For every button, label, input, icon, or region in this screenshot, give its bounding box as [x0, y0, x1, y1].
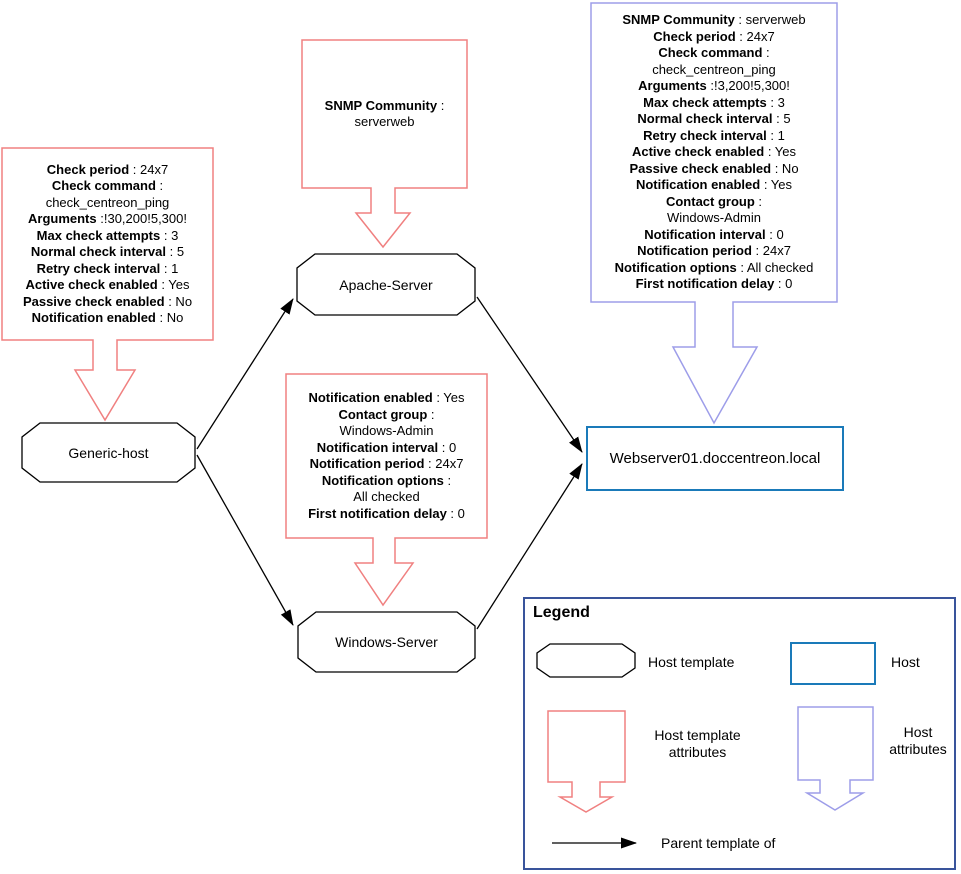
attribute-line: SNMP Community :: [324, 97, 445, 113]
attribute-line: Passive check enabled : No: [629, 160, 799, 176]
apache-server-node-label: Apache-Server: [339, 276, 433, 293]
attribute-line: First notification delay : 0: [308, 505, 465, 521]
attribute-line: Windows-Admin: [667, 210, 761, 226]
attribute-line: Max check attempts : 3: [36, 227, 179, 243]
legend-template-attrs-arrow-shape: [548, 711, 625, 812]
attribute-line: Check period : 24x7: [46, 161, 169, 177]
attribute-line: Notification enabled : No: [31, 310, 184, 325]
legend-host-shape: [791, 643, 875, 684]
attribute-line: Notification enabled : Yes: [308, 390, 465, 405]
attribute-line: Active check enabled : Yes: [631, 144, 797, 160]
generic-host-node-label: Generic-host: [68, 444, 149, 461]
windows-server-node-label: Windows-Server: [335, 634, 438, 650]
legend-host-attrs-arrow-shape: [798, 707, 873, 810]
attribute-line: Notification period : 24x7: [637, 243, 791, 259]
attribute-line: Retry check interval : 1: [36, 260, 179, 276]
attribute-line: Windows-Admin: [339, 423, 434, 438]
attribute-line: Normal check interval : 5: [30, 244, 185, 259]
attribute-line: Arguments :!30,200!5,300!: [28, 211, 187, 226]
legend-parent-template-of-label: Parent template of: [661, 835, 776, 851]
host-node-label: Webserver01.doccentreon.local: [609, 450, 821, 467]
attribute-line: Arguments :!3,200!5,300!: [638, 78, 790, 94]
attribute-line: Notification interval : 0: [316, 439, 457, 455]
parent-arrow-apache-to-host: [477, 297, 582, 452]
attribute-line: Normal check interval : 5: [637, 111, 791, 127]
attribute-line: Check period : 24x7: [653, 28, 775, 44]
parent-arrow-generic-to-windows: [197, 455, 293, 625]
attribute-line: SNMP Community : serverweb: [622, 12, 806, 28]
attribute-line: serverweb: [354, 114, 415, 129]
attribute-line: Max check attempts : 3: [643, 94, 785, 110]
attribute-line: Notification interval : 0: [644, 226, 784, 242]
legend-host-template-shape: [537, 644, 635, 677]
attribute-line: Notification enabled : Yes: [635, 177, 793, 193]
windows-attrs-text: [286, 374, 487, 538]
attribute-line: Check command :: [51, 178, 164, 193]
legend-title: Legend: [533, 604, 590, 621]
attribute-line: All checked: [353, 489, 420, 504]
attribute-line: Contact group :: [665, 193, 763, 209]
attribute-line: check_centreon_ping: [652, 61, 776, 77]
host-attrs-text: [591, 3, 837, 302]
attribute-line: check_centreon_ping: [45, 194, 170, 210]
legend-host-template-attributes-label: Host template attributes: [654, 727, 741, 760]
attribute-line: Notification period : 24x7: [309, 456, 464, 471]
attribute-line: Active check enabled : Yes: [25, 277, 190, 292]
legend-host-label: Host: [891, 654, 920, 670]
attribute-line: Passive check enabled : No: [22, 293, 193, 309]
attribute-line: Notification options : All checked: [614, 259, 814, 275]
legend-host-attributes-label: Host attributes: [889, 724, 947, 757]
attribute-line: Notification options :: [321, 472, 452, 488]
attribute-line: First notification delay : 0: [635, 276, 793, 292]
generic-attrs-text: [2, 148, 213, 340]
legend-host-template-label: Host template: [648, 654, 735, 670]
attribute-line: Retry check interval : 1: [643, 127, 785, 143]
apache-attrs-text: [302, 40, 467, 188]
attribute-line: Contact group :: [338, 406, 435, 422]
attribute-line: Check command :: [658, 45, 770, 61]
